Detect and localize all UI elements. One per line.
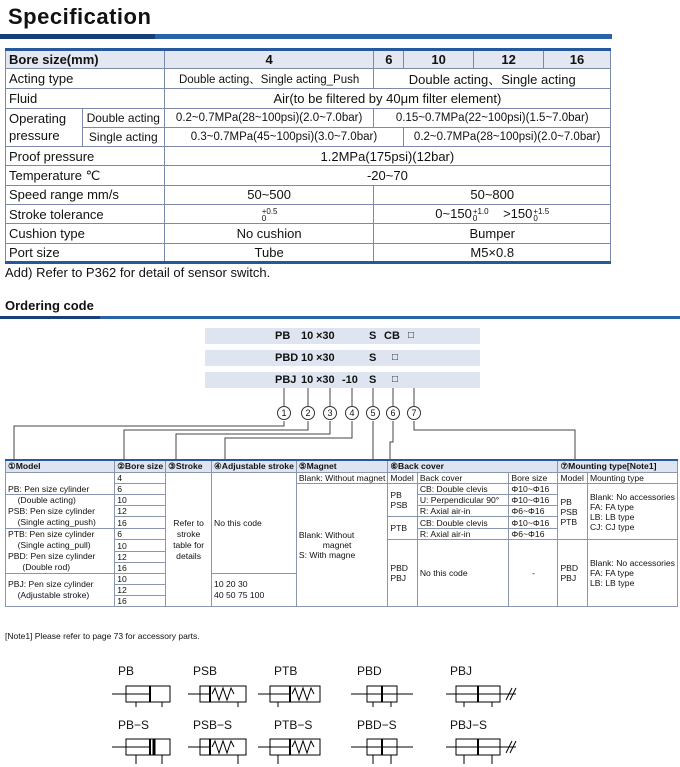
mt-models-b [558, 540, 587, 607]
bc-model-ptb: PTB [388, 517, 417, 540]
mt-options-a [587, 484, 677, 540]
speed-row [6, 185, 611, 204]
single-acting-label: Single acting [82, 127, 164, 146]
bore-cell: 16 [115, 563, 166, 574]
ordering-header-row [6, 460, 678, 473]
model-line: PBJ: Pen size cylinder [8, 579, 94, 589]
row-label: Speed range mm/s [6, 185, 165, 204]
bore-4: 4 [164, 50, 374, 69]
fluid-value: Air(to be filtered by 40μm filter element) [164, 89, 610, 108]
mt-option: Blank: No accessories [589, 558, 675, 568]
bore-cell: 16 [115, 596, 166, 607]
code-bore: 10 [301, 330, 314, 342]
model-line: PBD: Pen size cylinder [8, 551, 96, 561]
stroke-line: details [176, 550, 202, 561]
bc-no-code: No this code [417, 540, 509, 607]
symbol-label: PB [118, 664, 135, 678]
row-label: Fluid [6, 89, 165, 108]
bc-model-header: Model [388, 473, 417, 484]
row-label: Stroke tolerance [6, 205, 165, 224]
symbol-label: PSB−S [193, 718, 233, 732]
bc-cover: U: Perpendicular 90° [417, 495, 509, 506]
magnet-blank: Blank: Without magnet [296, 473, 387, 484]
stroke-line: Refer to [173, 517, 204, 528]
mt-models-a [558, 484, 587, 540]
bore-cell: 6 [115, 529, 166, 540]
bore-6: 6 [374, 50, 404, 69]
spec-header-row [6, 50, 611, 69]
single-pressure-4-6: 0.3~0.7MPa(45~100psi)(3.0~7.0bar) [164, 127, 403, 146]
row-label: Acting type [6, 69, 165, 89]
bc-bore: Φ6~Φ16 [509, 506, 558, 517]
model-line: (Single acting_push) [17, 517, 96, 527]
stroke-tolerance-row [6, 205, 611, 224]
magnet-line: Blank: Without [298, 530, 355, 540]
ptb-s-cylinder-symbol-icon [258, 734, 324, 764]
bore-cell: 12 [115, 552, 166, 563]
bore-16: 16 [544, 50, 611, 69]
mt-type-header: Mounting type [587, 473, 677, 484]
callout-4: 4 [345, 406, 359, 420]
ptb-cylinder-symbol-icon [258, 681, 324, 707]
code-stroke: ×30 [316, 352, 335, 364]
symbol-label: PBJ−S [450, 718, 488, 732]
proof-pressure-row [6, 147, 611, 166]
ordering-row [6, 473, 678, 484]
spec-title: Specification [8, 4, 152, 29]
operating-pressure-single-row [6, 127, 611, 146]
code-model: PBD [275, 352, 299, 364]
symbol-label: PBJ [450, 664, 473, 678]
bc-bore: Φ10~Φ16 [509, 495, 558, 506]
stroke-tol-4 [164, 205, 374, 224]
tol-sub: 0 [261, 214, 267, 223]
model-line: (Single acting_pull) [17, 540, 91, 550]
bc-model: PSB [390, 500, 408, 510]
stroke-header: ③Stroke [166, 460, 212, 473]
psb-cylinder-symbol-icon [188, 681, 250, 707]
mt-option: Blank: No accessories [589, 491, 675, 502]
stroke-tol-6-16 [374, 205, 611, 224]
bore-cell: 4 [115, 473, 166, 484]
mt-model: PSB [560, 506, 578, 517]
operating-pressure-double-row [6, 108, 611, 127]
bc-bore: Φ6~Φ16 [509, 529, 558, 540]
port-4: Tube [164, 243, 374, 262]
code-bore: 10 [301, 352, 314, 364]
model-line: PSB: Pen size cylinder [8, 506, 95, 516]
code-model: PBJ [275, 374, 297, 386]
row-label: Proof pressure [6, 147, 165, 166]
mt-options-b [587, 540, 677, 607]
mt-option: FA: FA type [589, 501, 634, 512]
bore-cell: 16 [115, 517, 166, 529]
temperature-value: -20~70 [164, 166, 610, 185]
callout-7: 7 [407, 406, 421, 420]
pb-cylinder-symbol-icon [112, 681, 174, 707]
model-line: PTB: Pen size cylinder [8, 529, 95, 539]
op-label-2: pressure [9, 128, 60, 144]
adj-header: ④Adjustable stroke [212, 460, 297, 473]
pbj-cylinder-symbol-icon [446, 681, 520, 707]
single-pressure-10-16: 0.2~0.7MPa(28~100psi)(2.0~7.0bar) [404, 127, 611, 146]
speed-6-16: 50~800 [374, 185, 611, 204]
bc-model-pbd-pbj [388, 540, 417, 607]
tol-a-base: 0~150 [435, 206, 472, 222]
code-leader-lines [0, 380, 680, 460]
bore-cell: 10 [115, 574, 166, 585]
ordering-table [5, 459, 678, 607]
mounting-header: ⑦Mounting type[Note1] [558, 460, 678, 473]
bc-cover-header: Back cover [417, 473, 509, 484]
cushion-row [6, 224, 611, 243]
mt-option: LB: LB type [589, 511, 635, 522]
adj-no-code: No this code [212, 473, 297, 574]
model-header: ①Model [6, 460, 115, 473]
model-pb [6, 473, 115, 495]
callout-5: 5 [366, 406, 380, 420]
operating-pressure-label [6, 108, 83, 147]
ordering-title-bar [0, 316, 680, 319]
bore-cell: 12 [115, 585, 166, 596]
code-model: PB [275, 330, 291, 342]
bore-12: 12 [474, 50, 544, 69]
port-6-16: M5×0.8 [374, 243, 611, 262]
tol-sup: +0.5 [261, 207, 278, 216]
code-row-pb [205, 328, 480, 344]
callout-1: 1 [277, 406, 291, 420]
speed-4: 50~500 [164, 185, 374, 204]
stroke-line: table for [173, 539, 205, 550]
code-magnet: S [369, 352, 377, 364]
acting-type-4: Double acting、Single acting_Push [164, 69, 374, 89]
symbol-label: PSB [193, 664, 218, 678]
code-row-pbd [205, 350, 480, 366]
mt-option: LB: LB type [589, 578, 635, 588]
bore-cell: 6 [115, 484, 166, 495]
code-stroke: ×30 [316, 374, 335, 386]
stroke-line: stroke [176, 528, 201, 539]
bc-dash: - [509, 540, 558, 607]
code-mount: □ [392, 374, 399, 385]
tol-b-base: >150 [503, 206, 533, 222]
code-mount: □ [408, 330, 415, 341]
bore-cell: 10 [115, 495, 166, 506]
symbol-label: PB−S [118, 718, 150, 732]
adj-line: 10 20 30 [214, 579, 248, 589]
mt-model: PB [560, 496, 572, 507]
port-size-row [6, 243, 611, 262]
tol-b-sub: 0 [533, 214, 538, 223]
code-mount: □ [392, 352, 399, 363]
model-ptb-pbd [6, 529, 115, 574]
callout-2: 2 [301, 406, 315, 420]
mt-model: PBJ [560, 573, 577, 583]
bc-cover: R: Axial air-in [417, 506, 509, 517]
bc-model: PBD [390, 563, 409, 573]
pbj-s-cylinder-symbol-icon [446, 734, 520, 764]
row-label: Cushion type [6, 224, 165, 243]
bore-cell: 12 [115, 506, 166, 517]
pb-s-cylinder-symbol-icon [112, 734, 174, 764]
pbd-cylinder-symbol-icon [351, 681, 413, 707]
bc-cover: CB: Double clevis [417, 517, 509, 529]
bc-model-pb-psb [388, 484, 417, 517]
model-line: (Double rod) [22, 562, 71, 572]
mt-option: CJ: CJ type [589, 521, 635, 532]
callout-6: 6 [386, 406, 400, 420]
model-line: PB: Pen size cylinder [8, 484, 90, 494]
adj-values [212, 574, 297, 607]
double-acting-label: Double acting [82, 108, 164, 127]
symbol-label: PTB−S [274, 718, 313, 732]
bc-bore: Φ10~Φ16 [509, 484, 558, 495]
accessory-note: [Note1] Please refer to page 73 for accessory parts. [5, 631, 200, 641]
symbol-label: PBD−S [357, 718, 397, 732]
code-stroke: ×30 [316, 330, 335, 342]
sensor-note: Add) Refer to P362 for detail of sensor switch. [5, 265, 271, 280]
proof-pressure-value: 1.2MPa(175psi)(12bar) [164, 147, 610, 166]
code-magnet: S [369, 374, 377, 386]
mt-model: PTB [560, 516, 578, 527]
spec-title-bar [0, 34, 612, 39]
spec-table [5, 48, 611, 264]
tol-a-sup: +1.0 [472, 207, 489, 216]
tol-a-sub: 0 [472, 214, 478, 223]
adj-line: 40 50 75 100 [214, 590, 265, 600]
bc-bore: Φ10~Φ16 [509, 517, 558, 529]
model-psb [6, 495, 115, 529]
cushion-4: No cushion [164, 224, 374, 243]
psb-s-cylinder-symbol-icon [188, 734, 250, 764]
stroke-cell [166, 473, 212, 607]
acting-type-row [6, 69, 611, 89]
temperature-row [6, 166, 611, 185]
double-pressure-4: 0.2~0.7MPa(28~100psi)(2.0~7.0bar) [164, 108, 374, 127]
double-pressure-6-16: 0.15~0.7MPa(22~100psi)(1.5~7.0bar) [374, 108, 611, 127]
magnet-line: S: With magne [298, 550, 356, 560]
bore-size-header: Bore size(mm) [6, 50, 165, 69]
bc-model: PB [390, 490, 402, 500]
code-adj: -10 [342, 374, 358, 386]
magnet-line: magnet [322, 540, 352, 550]
acting-type-6-16: Double acting、Single acting [374, 69, 611, 89]
model-pbj [6, 574, 115, 607]
bc-bore-header: Bore size [509, 473, 558, 484]
tol-b-sup: +1.5 [533, 207, 550, 216]
fluid-row [6, 89, 611, 108]
magnet-header: ⑤Magnet [296, 460, 387, 473]
bc-cover: R: Axial air-in [417, 529, 509, 540]
row-label: Temperature ℃ [6, 166, 165, 185]
back-cover-header: ⑥Back cover [388, 460, 558, 473]
bore-10: 10 [404, 50, 474, 69]
bc-cover: CB: Double clevis [417, 484, 509, 495]
mt-model-header: Model [558, 473, 587, 484]
mt-option: FA: FA type [589, 568, 634, 578]
row-label: Port size [6, 243, 165, 262]
ordering-title: Ordering code [5, 298, 94, 313]
model-line: (Adjustable stroke) [17, 590, 90, 600]
magnet-options [296, 484, 387, 607]
op-label-1: Operating [9, 111, 67, 127]
code-bore: 10 [301, 374, 314, 386]
symbol-label: PTB [274, 664, 298, 678]
bore-cell: 10 [115, 540, 166, 552]
code-cover: CB [384, 330, 400, 342]
cushion-6-16: Bumper [374, 224, 611, 243]
bore-header: ②Bore size [115, 460, 166, 473]
code-magnet: S [369, 330, 377, 342]
callout-3: 3 [323, 406, 337, 420]
model-line: (Double acting) [17, 495, 76, 505]
bc-model: PBJ [390, 573, 407, 583]
mt-model: PBD [560, 563, 579, 573]
symbol-label: PBD [357, 664, 382, 678]
pbd-s-cylinder-symbol-icon [351, 734, 413, 764]
